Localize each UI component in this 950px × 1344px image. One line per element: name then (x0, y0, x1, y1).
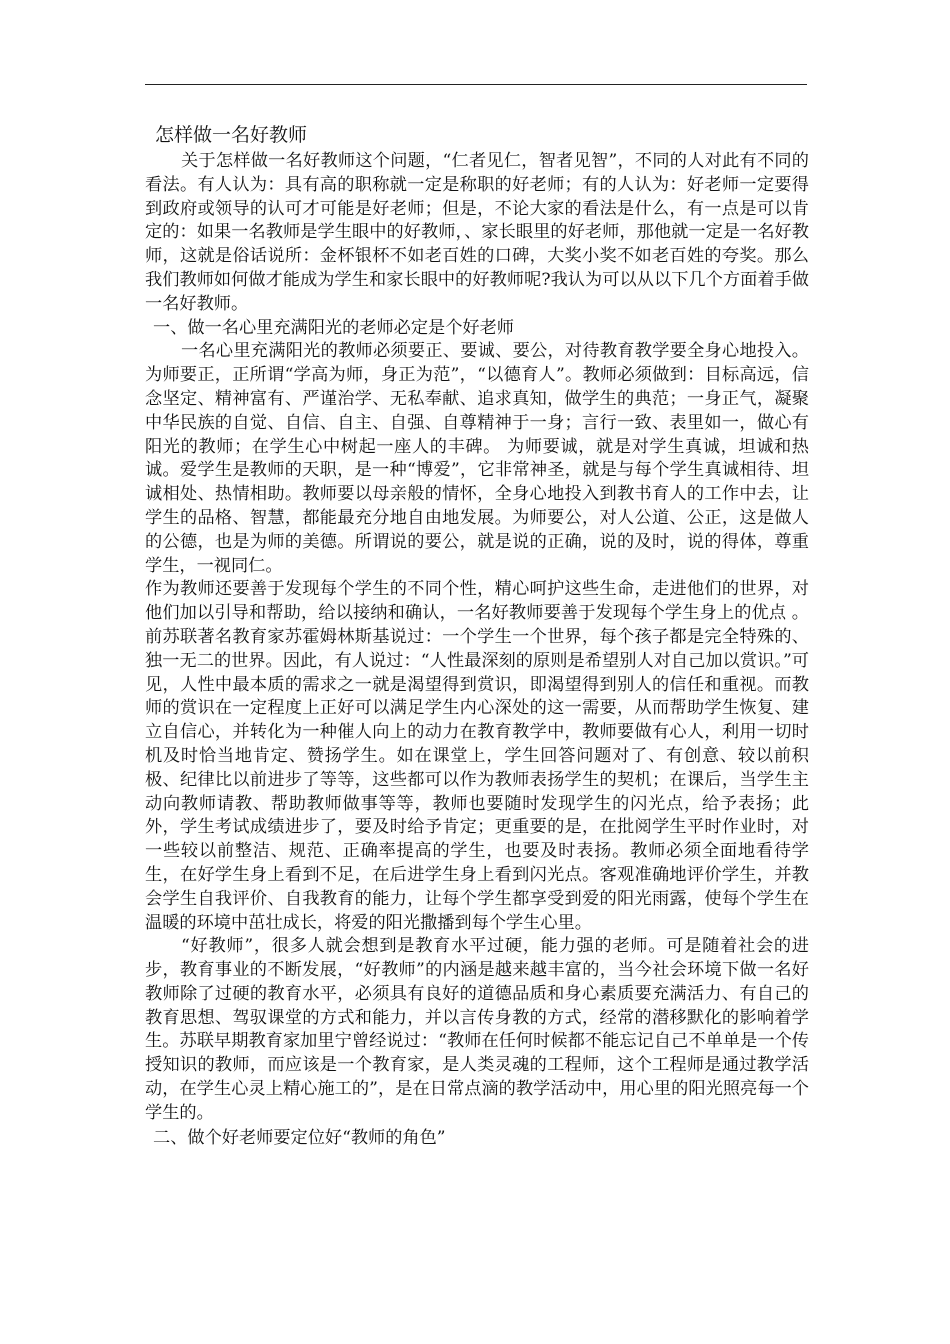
section-1-paragraph-3: “好教师”，很多人就会想到是教育水平过硬，能力强的老师。可是随着社会的进步，教育事业的不断发展，“好教师”的内涵是越来越丰富的，当今社会环境下做一名好教师除了过硬的教育水平，必须具有良好的道德品质和身心素质要充满活力、有自己的教育思想、驾驭课堂的方式和能力，并以言传身教的方式，经常的潜移默化的影响着学生。苏联早期教育家加里宁曾经说过：“教师在任何时候都不能忘记自己不单单是一个传授知识的教师，而应该是一个教育家，是人类灵魂的工程师，这个工程师是通过教学活动，在学生心灵上精心施工的”，是在日常点滴的教学活动中，用心里的阳光照亮每一个学生的。 (145, 936, 809, 1123)
document-body (145, 120, 809, 1150)
intro-paragraph: 关于怎样做一名好教师这个问题，“仁者见仁，智者见智”，不同的人对此有不同的看法。有人认为：具有高的职称就一定是称职的好老师；有的人认为：好老师一定要得到政府或领导的认可才可能是好老师；但是，不论大家的看法是什么，有一点是可以肯定的：如果一名教师是学生眼中的好教师，、家长眼里的好老师，那他就一定是一名好教师，这就是俗话说所：金杯银杯不如老百姓的口碑，大奖小奖不如老百姓的夸奖。那么我们教师如何做才能成为学生和家长眼中的好教师呢?我认为可以从以下几个方面着手做一名好教师。 (145, 151, 809, 314)
section-1-paragraph-2: 作为教师还要善于发现每个学生的不同个性，精心呵护这些生命，走进他们的世界，对他们加以引导和帮助，给以接纳和确认，一名好教师要善于发现每个学生身上的优点 。前苏联著名教育家苏霍姆林斯基说过：一个学生一个世界，每个孩子都是完全特殊的、独一无二的世界。因此，有人说过：“人性最深刻的原则是希望别人对自己加以赏识。”可见，人性中最本质的需求之一就是渴望得到赏识，即渴望得到别人的信任和重视。而教师的赏识在一定程度上正好可以满足学生内心深处的这一需要，从而帮助学生恢复、建立自信心，并转化为一种催人向上的动力在教育教学中，教师要做有心人，利用一切时机及时恰当地肯定、赞扬学生。如在课堂上，学生回答问题对了、有创意、较以前积极、纪律比以前进步了等等，这些都可以作为教师表扬学生的契机；在课后，当学生主动向教师请教、帮助教师做事等等，教师也要随时发现学生的闪光点，给予表扬；此外，学生考试成绩进步了，要及时给予肯定；更重要的是，在批阅学生平时作业时，对一些较以前整洁、规范、正确率提高的学生，也要及时表扬。教师必须全面地看待学生，在好学生身上看到不足，在后进学生身上看到闪光点。客观准确地评价学生，并教会学生自我评价、自我教育的能力，让每个学生都享受到爱的阳光雨露，使每个学生在温暖的环境中茁壮成长，将爱的阳光撒播到每个学生心里。 (145, 579, 809, 933)
header-rule (145, 84, 807, 85)
section-1-paragraph-1: 一名心里充满阳光的教师必须要正、要诚、要公，对待教育教学要全身心地投入。为师要正，正所谓“学高为师，身正为范”，“以德育人”。教师必须做到：目标高远，信念坚定、精神富有、严谨治学、无私奉献、追求真知，做学生的典范；一身正气，凝聚中华民族的自觉、自信、自主、自强、自尊精神于一身；言行一致、表里如一，做心有阳光的教师；在学生心中树起一座人的丰碑。 为师要诚，就是对学生真诚，坦诚和热诚。爱学生是教师的天职，是一种“博爱”，它非常神圣，就是与每个学生真诚相待、坦诚相处、热情相助。教师要以母亲般的情怀，全身心地投入到教书育人的工作中去，让学生的品格、智慧，都能最充分地自由地发展。为师要公，对人公道、公正，这是做人的公德，也是为师的美德。所谓说的要公，就是说的正确，说的及时，说的得体，尊重学生，一视同仁。 (145, 341, 809, 576)
section-2-heading: 二、做个好老师要定位好“教师的角色” (153, 1127, 446, 1148)
document-title: 怎样做一名好教师 (155, 124, 308, 146)
section-1-heading: 一、做一名心里充满阳光的老师必定是个好老师 (153, 317, 514, 338)
